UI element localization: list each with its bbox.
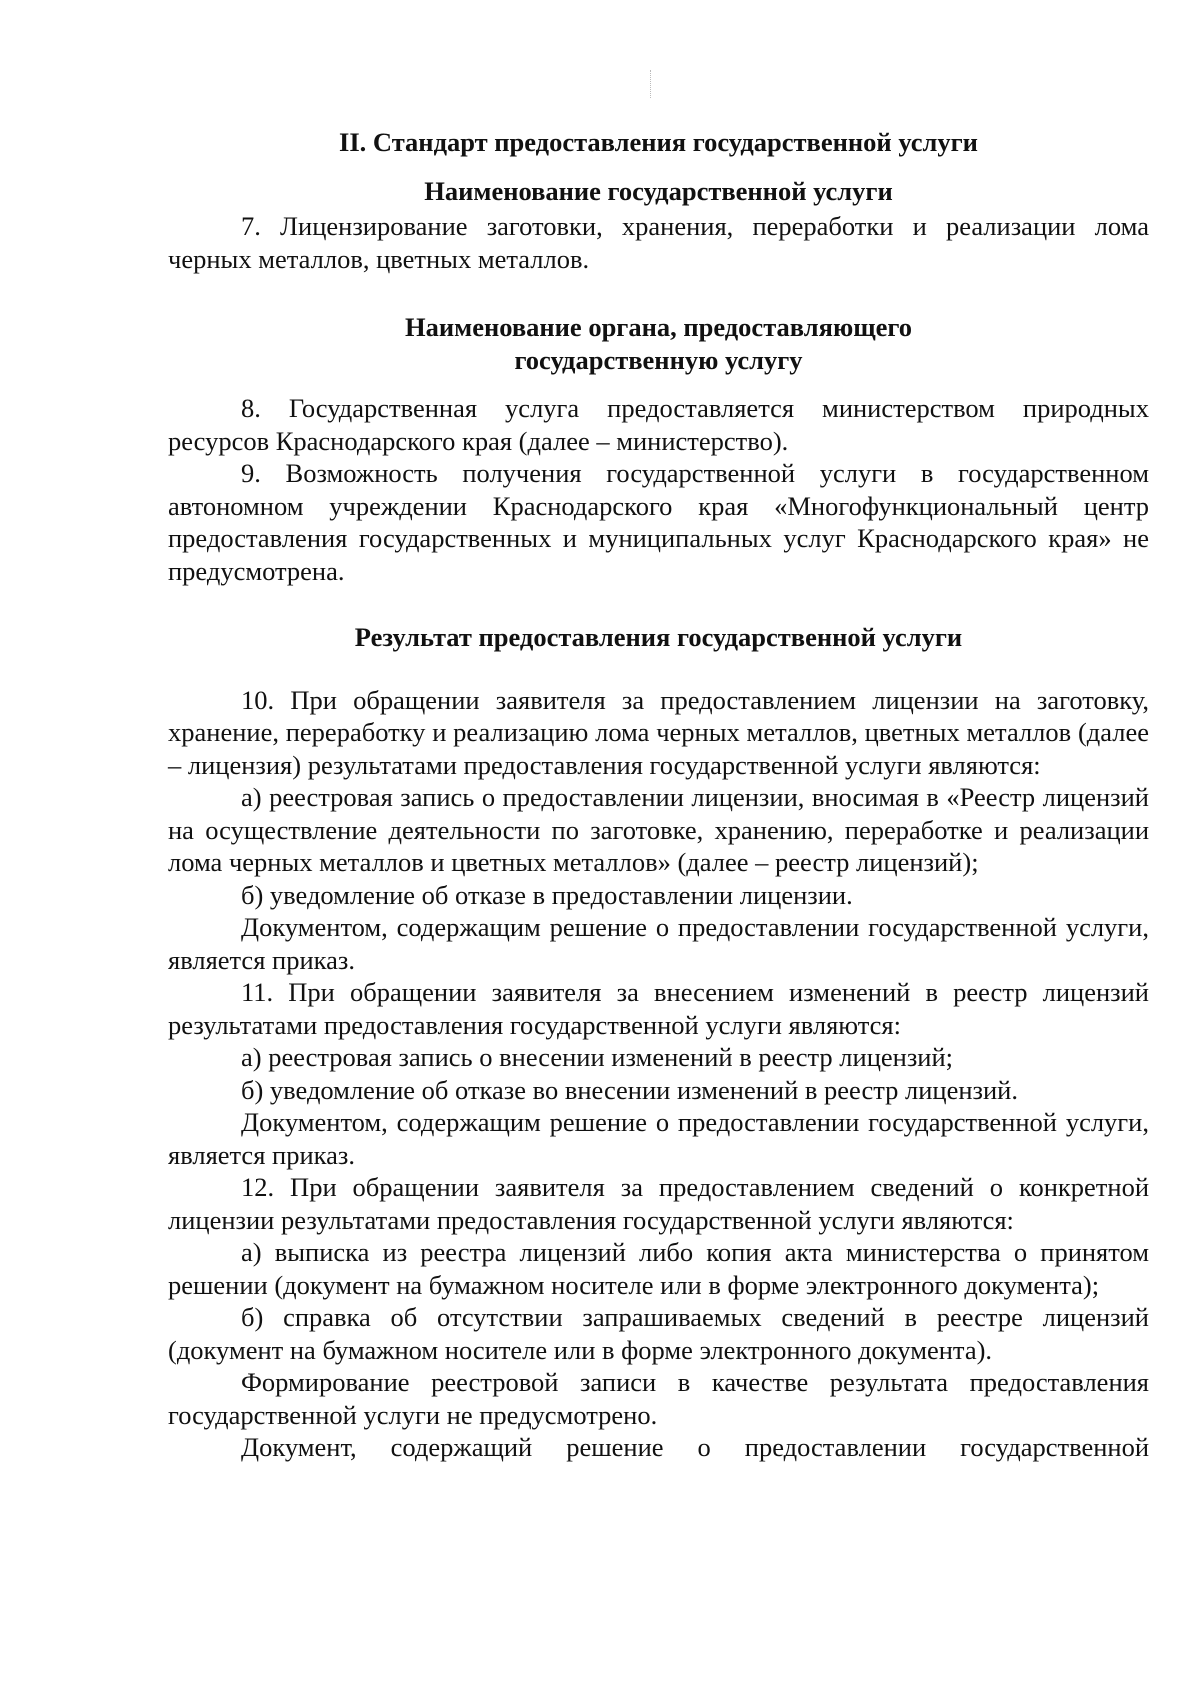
section-title: II. Стандарт предоставления государственной услуги [339,127,978,157]
paragraph-12a: а) выписка из реестра лицензий либо копия акта министерства о принятом решении (документ на бумажном носителе или в форме электронного документа); [168,1237,1149,1300]
paragraph-11a: а) реестровая запись о внесении изменений в реестр лицензий; [241,1042,954,1072]
paragraph-12-document-partial: Документ, содержащий решение о предоставлении государственной [241,1432,1149,1462]
paragraph-8: 8. Государственная услуга предоставляется министерством природных ресурсов Краснодарского края (далее – министерство). [168,393,1149,456]
heading-service-name: Наименование государственной услуги [424,175,893,206]
paragraph-11-document: Документом, содержащим решение о предоставлении государственной услуги, является приказ. [168,1107,1149,1170]
heading-authority-line1: Наименование органа, предоставляющего [405,312,912,342]
paragraph-9: 9. Возможность получения государственной услуги в государственном автономном учреждении Краснодарского края «Многофункциональный центр предоставления государственных и муниципальных услуг Краснодарского края» не предусмотрена. [168,458,1149,586]
paragraph-10: 10. При обращении заявителя за предоставлением лицензии на заготовку, хранение, переработку и реализацию лома черных металлов, цветных металлов (далее – лицензия) результатами предоставления государственной услуги являются: [168,684,1149,780]
scan-artifact [650,70,653,98]
paragraph-11: 11. При обращении заявителя за внесением изменений в реестр лицензий результатами предоставления государственной услуги являются: [168,977,1149,1040]
document-body [168,126,1149,1464]
paragraph-10-document: Документом, содержащим решение о предоставлении государственной услуги, является приказ. [168,912,1149,975]
paragraph-10b: б) уведомление об отказе в предоставлении лицензии. [241,879,853,910]
paragraph-12-registry: Формирование реестровой записи в качестве результата предоставления государственной услуги не предусмотрено. [168,1367,1149,1430]
heading-result: Результат предоставления государственной услуги [354,622,963,652]
paragraph-10a: а) реестровая запись о предоставлении лицензии, вносимая в «Реестр лицензий на осуществление деятельности по заготовке, хранению, переработке и реализации лома черных металлов и цветных металлов» (далее – реестр лицензий); [168,782,1149,877]
paragraph-11b: б) уведомление об отказе во внесении изменений в реестр лицензий. [241,1074,1018,1105]
paragraph-12: 12. При обращении заявителя за предоставлением сведений о конкретной лицензии результатами предоставления государственной услуги являются: [168,1172,1149,1235]
paragraph-12b: б) справка об отсутствии запрашиваемых сведений в реестре лицензий (документ на бумажном носителе или в форме электронного документа). [168,1302,1149,1365]
heading-authority-line2: государственную услугу [514,344,803,375]
paragraph-7: 7. Лицензирование заготовки, хранения, переработки и реализации лома черных металлов, цветных металлов. [168,211,1149,274]
